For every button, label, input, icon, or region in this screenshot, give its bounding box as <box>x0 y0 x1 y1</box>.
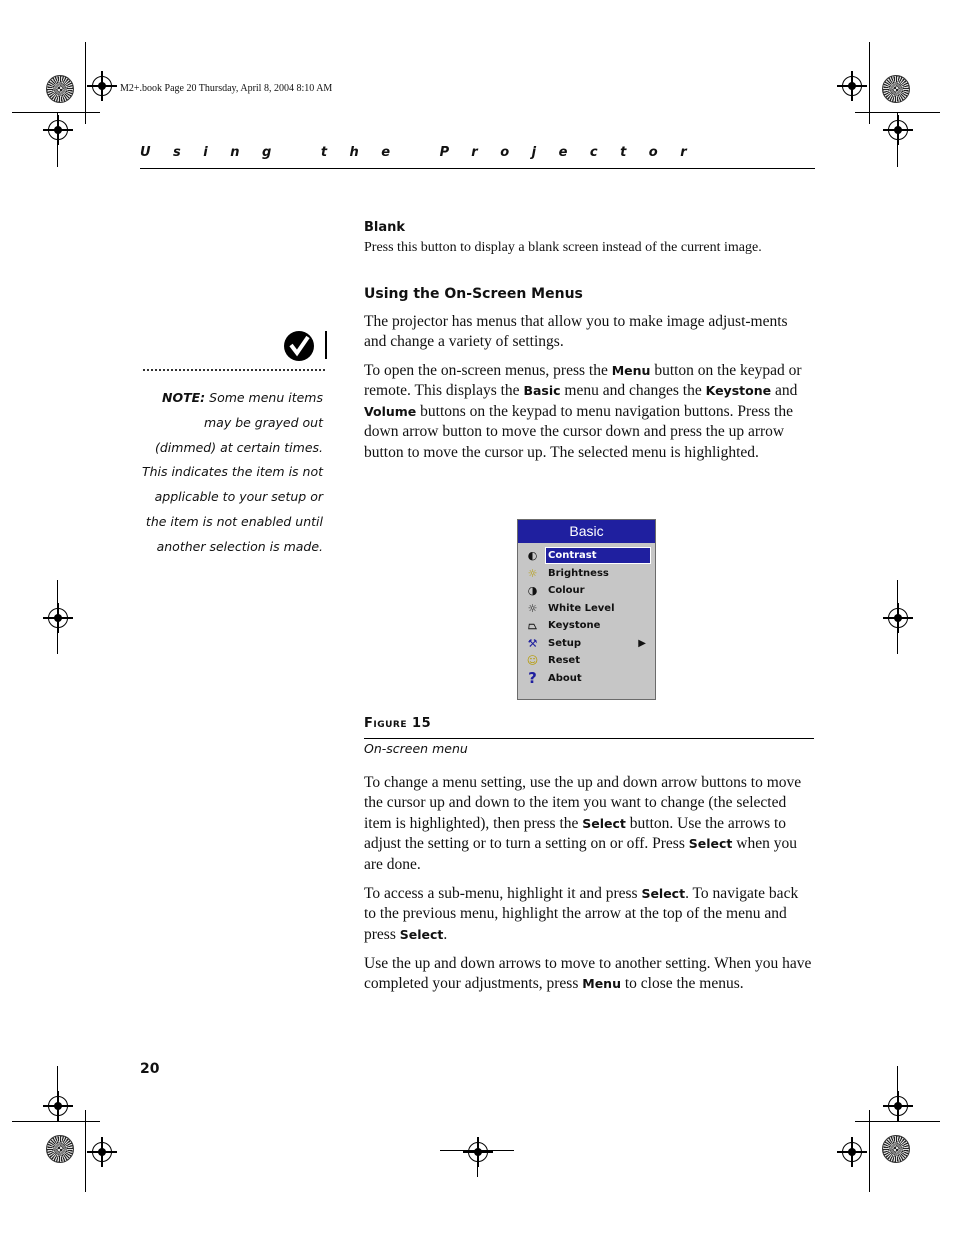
paragraph-4 <box>364 884 812 945</box>
registration-target-icon <box>888 120 908 140</box>
menu-item-setup <box>522 636 652 651</box>
registration-star-icon <box>882 1135 910 1163</box>
keystone-keyword: Keystone <box>705 383 772 399</box>
paragraph-1: The projector has menus that allow you to make image adjust-ments and change a variety of settings. <box>364 313 788 351</box>
figure-caption: On-screen menu <box>364 741 468 756</box>
registration-target-icon <box>468 1142 488 1162</box>
text: . <box>443 925 448 943</box>
select-keyword: Select <box>688 836 733 852</box>
registration-target-icon <box>842 1142 862 1162</box>
menu-item-contrast <box>522 548 652 563</box>
text: menu and changes the <box>560 382 706 400</box>
contrast-icon: ◐ <box>527 549 538 562</box>
menu-item-brightness <box>522 566 652 581</box>
text: to close the menus. <box>620 975 744 993</box>
text: To access a sub-menu, highlight it and press <box>364 885 642 902</box>
text: . To navigate back to the previous menu, highlight the arrow at the top of the menu and press <box>364 885 799 943</box>
note-body: Some menu items may be grayed out (dimmed) at certain times. This indicates the item is not applicable to your setup or the item is not enabled until another selection is made. <box>141 390 323 554</box>
colour-icon: ◑ <box>527 584 538 597</box>
keystone-icon: ⏢ <box>528 619 537 632</box>
book-info: M2+.book Page 20 Thursday, April 8, 2004 8:10 AM <box>120 83 333 94</box>
registration-target-icon <box>888 1096 908 1116</box>
menu-item-label: Contrast <box>546 548 650 563</box>
registration-star-icon <box>46 1135 74 1163</box>
submenu-arrow-icon: ▶ <box>638 638 646 649</box>
menu-item-label: Keystone <box>548 620 601 631</box>
menu-item-label: White Level <box>548 603 615 614</box>
note-bar <box>325 331 327 359</box>
header-rule <box>140 168 815 169</box>
white-level-icon: ☼ <box>527 602 538 615</box>
text: button on the keypad or remote. This displays the <box>364 362 802 400</box>
checkmark-icon <box>284 331 314 361</box>
crop-line <box>12 112 100 113</box>
registration-target-icon <box>888 608 908 628</box>
page-number: 20 <box>140 1061 160 1077</box>
menu-item-keystone <box>522 618 652 633</box>
blank-text: Press this button to display a blank screen instead of the current image. <box>364 240 762 255</box>
figure-label: Figure 15 <box>364 716 432 731</box>
brightness-icon: ☼ <box>527 567 538 580</box>
paragraph-2 <box>364 361 812 463</box>
crop-line <box>855 1121 940 1122</box>
menu-keyword: Menu <box>582 976 621 992</box>
registration-target-icon <box>842 76 862 96</box>
registration-target-icon <box>92 1142 112 1162</box>
menu-item-white-level <box>522 601 652 616</box>
reset-icon: ☺ <box>526 654 539 667</box>
menu-item-reset <box>522 653 652 668</box>
blank-heading: Blank <box>364 220 406 235</box>
paragraph-5 <box>364 954 812 995</box>
text: To open the on-screen menus, press the <box>364 362 612 379</box>
basic-menu-screenshot <box>517 519 656 700</box>
select-keyword: Select <box>582 815 626 831</box>
text: button. Use the arrows to adjust the setting or to turn a setting on or off. Press <box>364 814 787 853</box>
menu-item-colour <box>522 583 652 598</box>
text: To change a menu setting, use the up and down arrow buttons to move the cursor up and down to the item you want to change (the selected item is highlighted), then press the <box>364 774 802 832</box>
select-keyword: Select <box>399 926 444 942</box>
note-text <box>140 386 323 560</box>
about-icon: ? <box>528 669 537 687</box>
text: buttons on the keypad to menu navigation buttons. Press the down arrow button to move the cursor down and press the up arrow button to move the cursor up. The selected menu is highlighted. <box>364 402 793 461</box>
menu-title: Basic <box>518 520 655 543</box>
note-divider <box>143 369 325 371</box>
crop-line <box>85 1110 86 1192</box>
basic-keyword: Basic <box>523 383 561 399</box>
paragraph-3 <box>364 773 812 875</box>
figure-rule <box>364 738 814 739</box>
menu-keyword: Menu <box>611 363 651 378</box>
menu-item-label: About <box>548 673 582 684</box>
registration-target-icon <box>48 1096 68 1116</box>
volume-keyword: Volume <box>364 403 417 419</box>
text: Use the up and down arrows to move to another setting. When you have completed your adjustments, press <box>364 955 812 993</box>
note-label: NOTE: <box>162 390 206 405</box>
setup-icon: ⚒ <box>527 637 538 650</box>
registration-star-icon <box>882 75 910 103</box>
menu-item-label: Brightness <box>548 568 609 579</box>
section-heading: Using the On-Screen Menus <box>364 286 583 302</box>
registration-target-icon <box>92 76 112 96</box>
registration-target-icon <box>48 120 68 140</box>
registration-target-icon <box>48 608 68 628</box>
registration-star-icon <box>46 75 74 103</box>
running-header: Using the Projector <box>140 145 710 160</box>
menu-item-label: Colour <box>548 585 585 596</box>
text: when you are done. <box>364 835 797 873</box>
menu-item-label: Reset <box>548 655 580 666</box>
crop-line <box>12 1121 100 1122</box>
menu-item-label: Setup <box>548 638 582 649</box>
menu-item-about <box>522 671 652 686</box>
crop-line <box>869 1110 870 1192</box>
select-keyword: Select <box>641 886 686 901</box>
text: and <box>771 382 798 400</box>
